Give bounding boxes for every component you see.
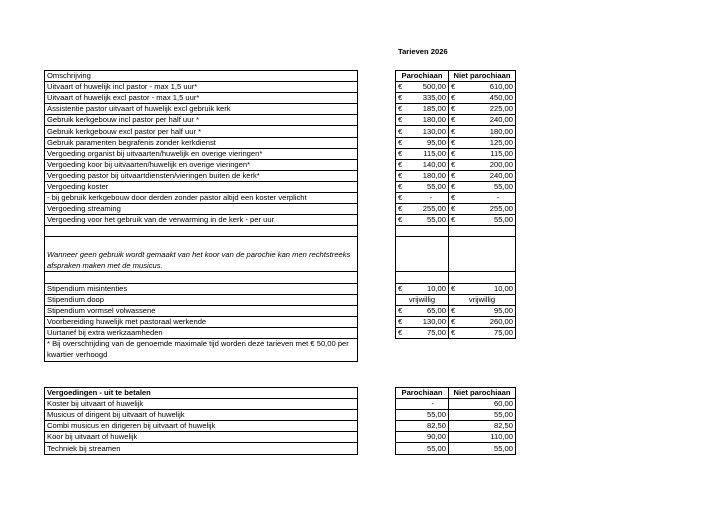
column-gap bbox=[358, 115, 396, 126]
column-gap bbox=[358, 193, 396, 204]
currency-symbol: € bbox=[398, 170, 403, 180]
amount-value: 10,00 bbox=[426, 283, 446, 293]
row-label: Uurtarief bij extra werkzaamheden bbox=[45, 327, 358, 338]
currency-symbol: € bbox=[398, 159, 403, 169]
column-gap bbox=[358, 305, 396, 316]
price-niet-parochiaan: vrijwillig bbox=[449, 294, 516, 305]
tariff-table bbox=[44, 70, 516, 362]
table-row bbox=[45, 93, 516, 104]
currency-symbol: € bbox=[451, 283, 456, 293]
currency-symbol: € bbox=[451, 159, 456, 169]
amount-value: 610,00 bbox=[489, 82, 513, 92]
table-header-row bbox=[45, 388, 516, 399]
currency-symbol: € bbox=[451, 316, 456, 326]
column-gap bbox=[358, 410, 396, 421]
table-row bbox=[45, 104, 516, 115]
amount-value: 75,00 bbox=[426, 327, 446, 337]
table-row bbox=[45, 148, 516, 159]
column-header-description: Vergoedingen - uit te betalen bbox=[45, 388, 358, 399]
currency-symbol: € bbox=[451, 148, 456, 158]
amount-value: 125,00 bbox=[489, 137, 513, 147]
currency-symbol: € bbox=[398, 104, 403, 114]
blank-cell bbox=[396, 338, 449, 361]
currency-symbol: € bbox=[398, 193, 403, 203]
price-parochiaan bbox=[396, 148, 449, 159]
row-label: Stipendium vormsel volwassene bbox=[45, 305, 358, 316]
amount-value: 55,00 bbox=[426, 215, 446, 225]
amount-value: 180,00 bbox=[422, 115, 446, 125]
column-gap bbox=[358, 388, 396, 399]
table-header-row bbox=[45, 71, 516, 82]
row-label: Musicus of dirigent bij uitvaart of huwelijk bbox=[45, 410, 358, 421]
price-niet-parochiaan bbox=[449, 305, 516, 316]
column-gap bbox=[358, 316, 396, 327]
amount-value: 75,00 bbox=[493, 327, 513, 337]
amount-value: 95,00 bbox=[426, 137, 446, 147]
table-row bbox=[45, 215, 516, 226]
row-label: Voorbereiding huwelijk met pastoraal werkende bbox=[45, 316, 358, 327]
price-parochiaan bbox=[396, 215, 449, 226]
empty-cell bbox=[449, 226, 516, 237]
row-label: - bij gebruik kerkgebouw door derden zonder pastor altijd een koster verplicht bbox=[45, 193, 358, 204]
price-niet-parochiaan bbox=[449, 215, 516, 226]
empty-cell bbox=[396, 272, 449, 283]
currency-symbol: € bbox=[398, 126, 403, 136]
price-parochiaan bbox=[396, 327, 449, 338]
column-gap bbox=[358, 294, 396, 305]
currency-symbol: € bbox=[398, 115, 403, 125]
fee-niet-parochiaan: 55,00 bbox=[449, 410, 516, 421]
currency-symbol: € bbox=[398, 82, 403, 92]
fee-parochiaan: 82,50 bbox=[396, 421, 449, 432]
row-label: Stipendium misintenties bbox=[45, 283, 358, 294]
price-niet-parochiaan bbox=[449, 104, 516, 115]
amount-value: 180,00 bbox=[422, 170, 446, 180]
row-label: Vergoeding streaming bbox=[45, 204, 358, 215]
currency-symbol: € bbox=[398, 305, 403, 315]
price-niet-parochiaan bbox=[449, 283, 516, 294]
price-niet-parochiaan bbox=[449, 204, 516, 215]
currency-symbol: € bbox=[451, 137, 456, 147]
currency-symbol: € bbox=[398, 137, 403, 147]
table-row bbox=[45, 137, 516, 148]
row-label: Gebruik paramenten begrafenis zonder kerkdienst bbox=[45, 137, 358, 148]
amount-value: 185,00 bbox=[422, 104, 446, 114]
column-header-niet-parochiaan: Niet parochiaan bbox=[449, 71, 516, 82]
empty-cell bbox=[449, 237, 516, 272]
price-parochiaan bbox=[396, 305, 449, 316]
currency-symbol: € bbox=[451, 215, 456, 225]
row-label: Vergoeding organist bij uitvaarten/huwelijk en overige vieringen* bbox=[45, 148, 358, 159]
currency-symbol: € bbox=[398, 148, 403, 158]
table-row bbox=[45, 305, 516, 316]
column-header-niet-parochiaan: Niet parochiaan bbox=[449, 388, 516, 399]
fee-parochiaan: - bbox=[396, 399, 449, 410]
table-row bbox=[45, 193, 516, 204]
currency-symbol: € bbox=[451, 93, 456, 103]
column-gap bbox=[358, 93, 396, 104]
currency-symbol: € bbox=[451, 193, 456, 203]
price-niet-parochiaan bbox=[449, 181, 516, 192]
fee-parochiaan: 90,00 bbox=[396, 432, 449, 443]
price-niet-parochiaan bbox=[449, 126, 516, 137]
amount-value: 255,00 bbox=[489, 204, 513, 214]
price-parochiaan: vrijwillig bbox=[396, 294, 449, 305]
currency-symbol: € bbox=[451, 104, 456, 114]
currency-symbol: € bbox=[398, 204, 403, 214]
column-gap bbox=[358, 443, 396, 454]
row-label: Vergoeding voor het gebruik van de verwarming in de kerk - per uur bbox=[45, 215, 358, 226]
table-row bbox=[45, 126, 516, 137]
price-parochiaan bbox=[396, 82, 449, 93]
row-label: Techniek bij streamen bbox=[45, 443, 358, 454]
amount-value: 500,00 bbox=[422, 82, 446, 92]
amount-value: 200,00 bbox=[489, 159, 513, 169]
column-gap bbox=[358, 272, 396, 283]
column-gap bbox=[358, 237, 396, 272]
table-row bbox=[45, 399, 516, 410]
row-label: Gebruik kerkgebouw excl pastor per half uur * bbox=[45, 126, 358, 137]
column-gap bbox=[358, 126, 396, 137]
table-row bbox=[45, 316, 516, 327]
table-row bbox=[45, 170, 516, 181]
fee-parochiaan: 55,00 bbox=[396, 443, 449, 454]
amount-value: 10,00 bbox=[493, 283, 513, 293]
column-gap bbox=[358, 82, 396, 93]
amount-value: 240,00 bbox=[489, 170, 513, 180]
column-gap bbox=[358, 71, 396, 82]
amount-value: 450,00 bbox=[489, 93, 513, 103]
price-parochiaan bbox=[396, 137, 449, 148]
price-parochiaan bbox=[396, 316, 449, 327]
table-row bbox=[45, 159, 516, 170]
price-niet-parochiaan bbox=[449, 137, 516, 148]
row-label: Koster bij uitvaart of huwelijk bbox=[45, 399, 358, 410]
footnote: * Bij overschrijding van de genoemde maximale tijd worden deze tarieven met € 50,00 per kwartier verhoogd bbox=[45, 338, 358, 361]
row-label: Vergoeding pastor bij uitvaartdiensten/vieringen buiten de kerk* bbox=[45, 170, 358, 181]
price-parochiaan bbox=[396, 104, 449, 115]
row-label: Vergoeding koor bij uitvaarten/huwelijk en overige vieringen* bbox=[45, 159, 358, 170]
table-row bbox=[45, 283, 516, 294]
row-label: Vergoeding koster bbox=[45, 181, 358, 192]
compensation-table bbox=[44, 387, 516, 455]
amount-value: 140,00 bbox=[422, 159, 446, 169]
price-niet-parochiaan bbox=[449, 193, 516, 204]
column-gap bbox=[358, 399, 396, 410]
amount-value: 130,00 bbox=[422, 126, 446, 136]
currency-symbol: € bbox=[398, 181, 403, 191]
currency-symbol: € bbox=[398, 283, 403, 293]
row-label: Gebruik kerkgebouw incl pastor per half uur * bbox=[45, 115, 358, 126]
price-niet-parochiaan bbox=[449, 148, 516, 159]
price-niet-parochiaan bbox=[449, 316, 516, 327]
note-row bbox=[45, 237, 516, 272]
price-niet-parochiaan bbox=[449, 82, 516, 93]
table-row bbox=[45, 204, 516, 215]
column-gap bbox=[358, 159, 396, 170]
amount-value: 240,00 bbox=[489, 115, 513, 125]
currency-symbol: € bbox=[451, 115, 456, 125]
table-row bbox=[45, 432, 516, 443]
amount-value: 115,00 bbox=[423, 148, 446, 158]
table-row bbox=[45, 82, 516, 93]
row-label: Uitvaart of huwelijk excl pastor - max 1,5 uur* bbox=[45, 93, 358, 104]
table-row bbox=[45, 443, 516, 454]
table-row bbox=[45, 421, 516, 432]
table-row bbox=[45, 115, 516, 126]
amount-value: 335,00 bbox=[422, 93, 446, 103]
currency-symbol: € bbox=[451, 181, 456, 191]
fee-parochiaan: 55,00 bbox=[396, 410, 449, 421]
price-niet-parochiaan bbox=[449, 115, 516, 126]
amount-value: 225,00 bbox=[489, 104, 513, 114]
column-gap bbox=[358, 421, 396, 432]
fee-niet-parochiaan: 60,00 bbox=[449, 399, 516, 410]
price-niet-parochiaan bbox=[449, 159, 516, 170]
fee-niet-parochiaan: 82,50 bbox=[449, 421, 516, 432]
empty-row bbox=[45, 272, 516, 283]
table-row bbox=[45, 181, 516, 192]
currency-symbol: € bbox=[398, 215, 403, 225]
column-gap bbox=[358, 283, 396, 294]
currency-symbol: € bbox=[451, 170, 456, 180]
amount-value: 255,00 bbox=[422, 204, 446, 214]
row-label: Assistentie pastor uitvaart of huwelijk excl gebruik kerk bbox=[45, 104, 358, 115]
fee-niet-parochiaan: 55,00 bbox=[449, 443, 516, 454]
column-gap bbox=[358, 226, 396, 237]
amount-value: 95,00 bbox=[493, 305, 513, 315]
empty-cell bbox=[45, 226, 358, 237]
footnote-row bbox=[45, 338, 516, 361]
price-parochiaan bbox=[396, 126, 449, 137]
amount-value: - bbox=[429, 193, 432, 203]
amount-value: 180,00 bbox=[489, 126, 513, 136]
currency-symbol: € bbox=[451, 204, 456, 214]
column-gap bbox=[358, 170, 396, 181]
table-row bbox=[45, 327, 516, 338]
choir-note: Wanneer geen gebruik wordt gemaakt van het koor van de parochie kan men rechtstreeks afspraken maken met de musicus. bbox=[45, 237, 358, 272]
price-parochiaan bbox=[396, 93, 449, 104]
amount-value: 55,00 bbox=[426, 181, 446, 191]
price-parochiaan bbox=[396, 170, 449, 181]
empty-cell bbox=[45, 272, 358, 283]
column-gap bbox=[358, 432, 396, 443]
fee-niet-parochiaan: 110,00 bbox=[449, 432, 516, 443]
amount-value: 130,00 bbox=[422, 316, 446, 326]
column-gap bbox=[358, 104, 396, 115]
column-gap bbox=[358, 215, 396, 226]
currency-symbol: € bbox=[451, 327, 456, 337]
empty-cell bbox=[396, 226, 449, 237]
price-parochiaan bbox=[396, 283, 449, 294]
price-parochiaan bbox=[396, 193, 449, 204]
blank-cell bbox=[449, 338, 516, 361]
currency-symbol: € bbox=[398, 316, 403, 326]
amount-value: 55,00 bbox=[493, 181, 513, 191]
empty-row bbox=[45, 226, 516, 237]
currency-symbol: € bbox=[398, 93, 403, 103]
column-header-parochiaan: Parochiaan bbox=[396, 388, 449, 399]
column-gap bbox=[358, 338, 396, 361]
empty-cell bbox=[396, 237, 449, 272]
row-label: Koor bij uitvaart of huwelijk bbox=[45, 432, 358, 443]
row-label: Uitvaart of huwelijk incl pastor - max 1,5 uur* bbox=[45, 82, 358, 93]
column-gap bbox=[358, 327, 396, 338]
column-gap bbox=[358, 137, 396, 148]
price-parochiaan bbox=[396, 181, 449, 192]
price-parochiaan bbox=[396, 115, 449, 126]
currency-symbol: € bbox=[398, 327, 403, 337]
price-niet-parochiaan bbox=[449, 170, 516, 181]
empty-cell bbox=[449, 272, 516, 283]
amount-value: 65,00 bbox=[426, 305, 446, 315]
column-gap bbox=[358, 204, 396, 215]
page-title: Tarieven 2026 bbox=[398, 47, 448, 56]
amount-value: 115,00 bbox=[490, 148, 513, 158]
amount-value: 55,00 bbox=[493, 215, 513, 225]
column-gap bbox=[358, 148, 396, 159]
table-row bbox=[45, 410, 516, 421]
amount-value: - bbox=[496, 193, 499, 203]
price-parochiaan bbox=[396, 159, 449, 170]
currency-symbol: € bbox=[451, 126, 456, 136]
column-header-description: Omschrijving bbox=[45, 71, 358, 82]
column-gap bbox=[358, 181, 396, 192]
price-parochiaan bbox=[396, 204, 449, 215]
amount-value: 260,00 bbox=[489, 316, 513, 326]
column-header-parochiaan: Parochiaan bbox=[396, 71, 449, 82]
price-niet-parochiaan bbox=[449, 93, 516, 104]
table-row bbox=[45, 294, 516, 305]
price-niet-parochiaan bbox=[449, 327, 516, 338]
row-label: Stipendium doop bbox=[45, 294, 358, 305]
row-label: Combi musicus en dirigeren bij uitvaart of huwelijk bbox=[45, 421, 358, 432]
currency-symbol: € bbox=[451, 82, 456, 92]
currency-symbol: € bbox=[451, 305, 456, 315]
